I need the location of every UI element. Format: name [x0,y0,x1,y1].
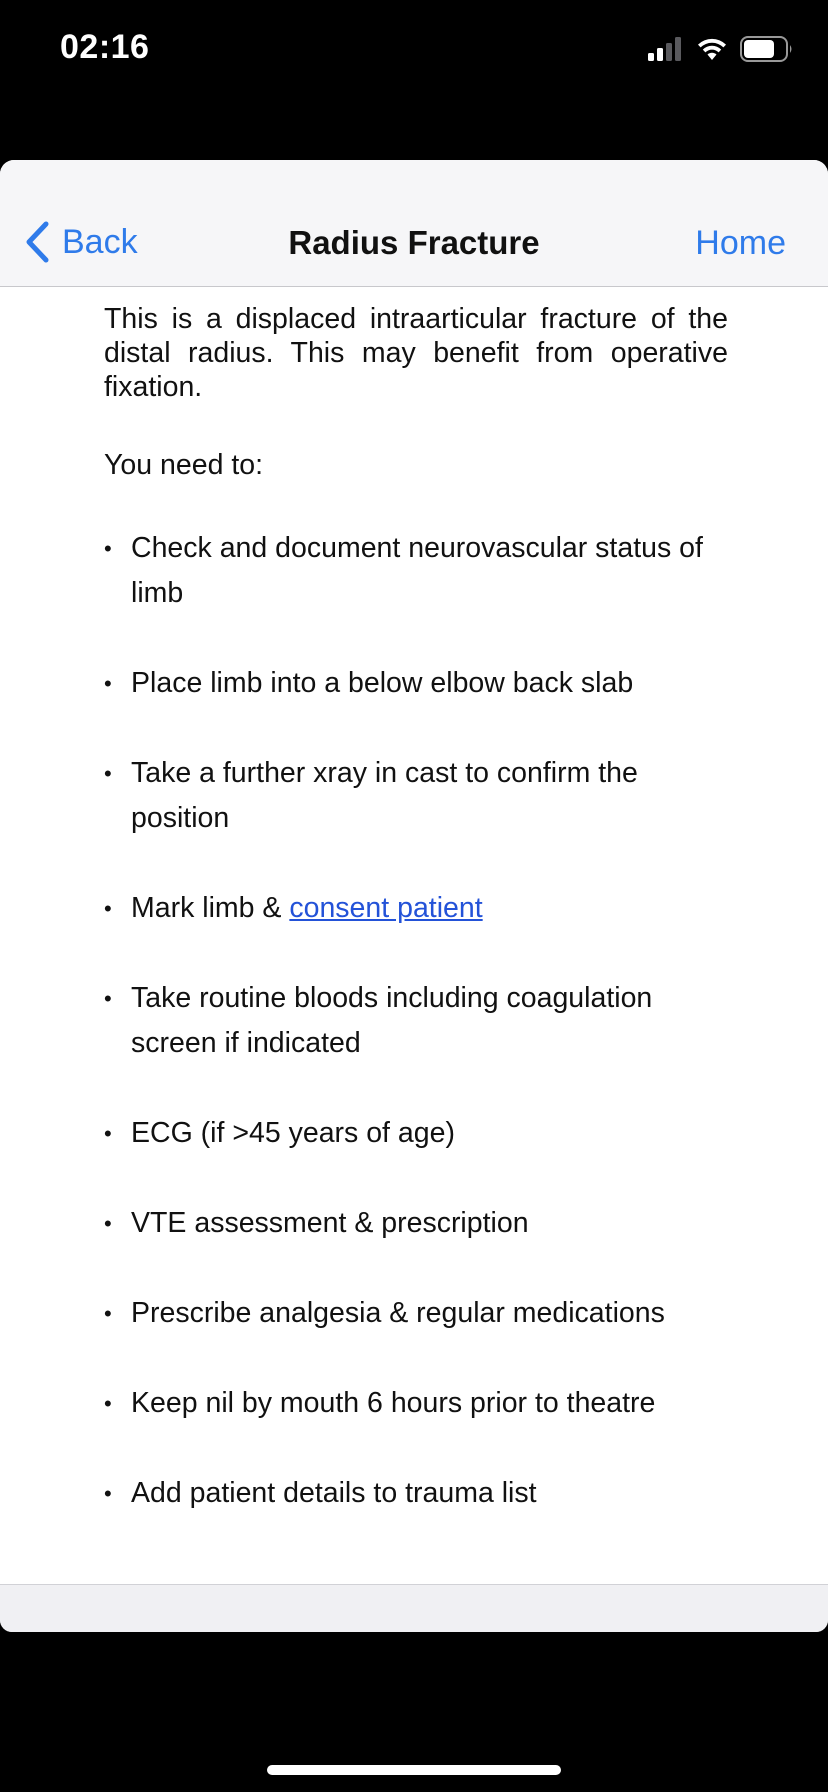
task-text: Prescribe analgesia & regular medications [131,1297,665,1329]
bullet: • [104,536,112,561]
back-button[interactable] [24,220,138,264]
chevron-left-icon [24,220,50,264]
task-text: ECG (if >45 years of age) [131,1117,455,1149]
status-time: 02:16 [60,28,150,66]
navigation-bar [0,160,828,287]
list-item [104,1111,728,1156]
list-item [104,661,728,706]
wifi-icon [696,37,728,61]
bullet: • [104,1301,112,1326]
intro-text: This is a displaced intraarticular fracture of the distal radius. This may benefit from operative fixation. [104,303,728,403]
list-item [104,751,728,841]
bullet: • [104,1481,112,1506]
list-item [104,976,728,1066]
battery-icon [740,36,794,62]
page-title: Radius Fracture [288,224,540,261]
status-icons [648,34,794,64]
status-bar [0,0,828,100]
list-item [104,1201,728,1246]
list-item [104,886,728,931]
list-item [104,526,728,616]
main-content [104,302,728,1561]
list-item [104,1291,728,1336]
cellular-signal-icon [648,37,684,61]
bullet: • [104,761,112,786]
bullet: • [104,896,112,921]
home-button[interactable]: Home [695,224,786,262]
list-item [104,1381,728,1426]
home-indicator[interactable] [267,1765,561,1775]
bullet: • [104,1121,112,1146]
task-text: Add patient details to trauma list [131,1477,537,1509]
task-text: Check and document neurovascular status of limb [131,532,703,609]
task-text: Take a further xray in cast to confirm the position [131,757,638,834]
bullet: • [104,1211,112,1236]
bullet: • [104,986,112,1011]
back-label: Back [62,222,138,261]
task-text: Keep nil by mouth 6 hours prior to theatre [131,1387,656,1419]
task-text: Place limb into a below elbow back slab [131,667,634,699]
bottom-toolbar [0,1584,828,1632]
bullet: • [104,1391,112,1416]
consent-patient-link[interactable]: consent patient [289,892,483,924]
content-card [0,160,828,1632]
task-text: Take routine bloods including coagulation screen if indicated [131,982,653,1059]
list-item [104,1471,728,1516]
need-to-heading: You need to: [104,449,264,481]
task-text: VTE assessment & prescription [131,1207,529,1239]
task-list [104,526,728,1516]
bullet: • [104,671,112,696]
task-text: Mark limb & [131,892,290,924]
